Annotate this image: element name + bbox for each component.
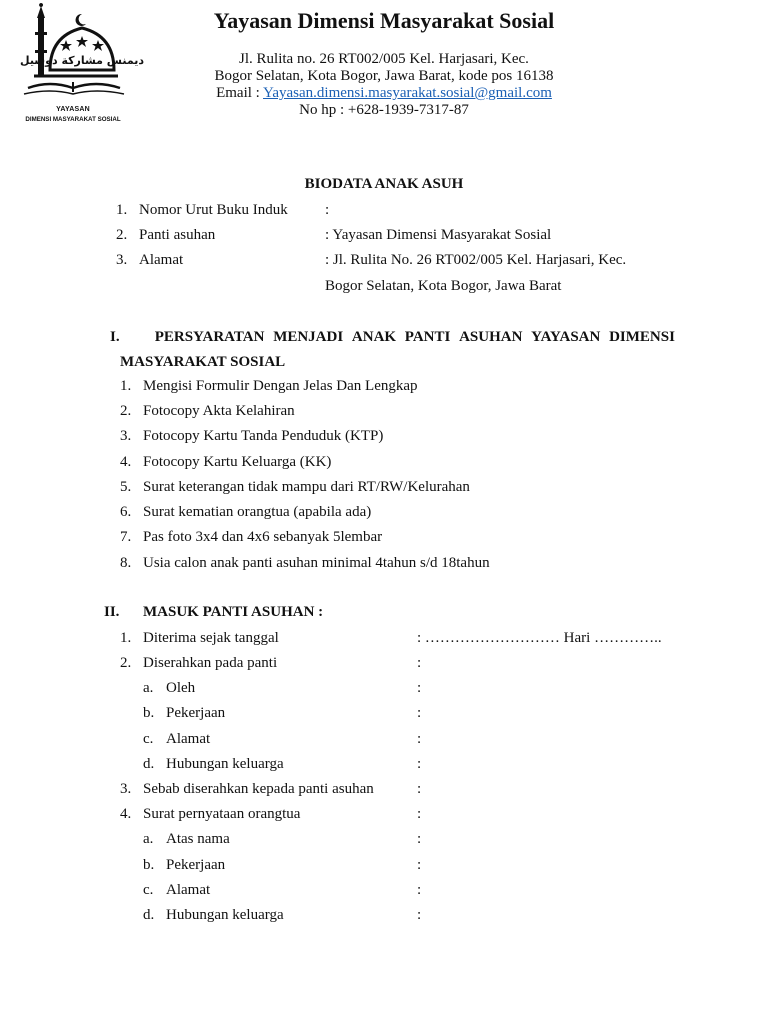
list-item-number: 6.: [120, 504, 132, 520]
form-subrow-letter: a.: [143, 680, 154, 696]
form-subrow-label: Oleh: [166, 680, 196, 696]
heading-word: PANTI: [404, 329, 451, 345]
form-subrow-letter: d.: [143, 907, 155, 923]
form-subrow-label: Pekerjaan: [166, 705, 226, 721]
email-link[interactable]: Yayasan.dimensi.masyarakat.sosial@gmail.com: [263, 85, 552, 101]
list-item-number: 5.: [120, 479, 132, 495]
form-row-value: : ……………………… Hari …………..: [417, 630, 662, 646]
field-value: : Yayasan Dimensi Masyarakat Sosial: [325, 227, 552, 243]
field-label: Nomor Urut Buku Induk: [139, 202, 288, 218]
section-2-numeral: II.: [104, 604, 120, 620]
form-row-value: :: [417, 831, 422, 847]
form-row-number: 2.: [120, 655, 132, 671]
list-item: Surat kematian orangtua (apabila ada): [143, 504, 372, 520]
field-number: 1.: [116, 202, 128, 218]
form-row-value: :: [417, 806, 422, 822]
form-subrow-letter: b.: [143, 705, 155, 721]
form-row-value: :: [417, 882, 422, 898]
field-number: 2.: [116, 227, 128, 243]
form-row-value: :: [417, 857, 422, 873]
list-item-number: 1.: [120, 378, 132, 394]
email-label: Email :: [216, 85, 264, 101]
list-item: Pas foto 3x4 dan 4x6 sebanyak 5lembar: [143, 529, 383, 545]
logo-caption-yayasan: YAYASAN: [56, 106, 90, 113]
field-value-continued: Bogor Selatan, Kota Bogor, Jawa Barat: [325, 278, 562, 294]
heading-word: DIMENSI: [609, 329, 675, 345]
email-line: [0, 85, 768, 102]
field-value: :: [325, 202, 330, 218]
list-item: Usia calon anak panti asuhan minimal 4tahun s/d 18tahun: [143, 555, 490, 571]
section-1-numeral: I.: [110, 329, 120, 345]
form-subrow-label: Pekerjaan: [166, 857, 226, 873]
form-row-label: Diterima sejak tanggal: [143, 630, 279, 646]
form-row-number: 1.: [120, 630, 132, 646]
form-row-value: :: [417, 756, 422, 772]
form-subrow-letter: d.: [143, 756, 155, 772]
heading-word: ANAK: [351, 329, 397, 345]
list-item-number: 3.: [120, 428, 132, 444]
heading-word: YAYASAN: [531, 329, 601, 345]
field-number: 3.: [116, 252, 128, 268]
heading-word: MENJADI: [273, 329, 344, 345]
form-row-value: :: [417, 781, 422, 797]
logo-arabic-text: ديمنس مشاركة دوسيل: [20, 54, 144, 67]
form-row-value: :: [417, 907, 422, 923]
organization-name: Yayasan Dimensi Masyarakat Sosial: [213, 8, 555, 33]
list-item-number: 7.: [120, 529, 132, 545]
form-row-label: Surat pernyataan orangtua: [143, 806, 301, 822]
form-subrow-label: Alamat: [166, 731, 211, 747]
field-value: : Jl. Rulita No. 26 RT002/005 Kel. Harjasari, Kec.: [325, 252, 627, 268]
list-item: Fotocopy Akta Kelahiran: [143, 403, 295, 419]
form-row-label: Diserahkan pada panti: [143, 655, 278, 671]
form-subrow-label: Atas nama: [166, 831, 230, 847]
phone-line: No hp : +628-1939-7317-87: [299, 102, 469, 118]
list-item: Fotocopy Kartu Tanda Penduduk (KTP): [143, 428, 384, 444]
form-subrow-label: Hubungan keluarga: [166, 907, 284, 923]
heading-word: ASUHAN: [459, 329, 523, 345]
section-1-heading: [110, 325, 675, 375]
field-label: Alamat: [139, 252, 184, 268]
list-item: Mengisi Formulir Dengan Jelas Dan Lengkap: [143, 378, 418, 394]
form-row-label: Sebab diserahkan kepada panti asuhan: [143, 781, 374, 797]
list-item: Fotocopy Kartu Keluarga (KK): [143, 454, 332, 470]
form-row-value: :: [417, 655, 422, 671]
section-2-heading: MASUK PANTI ASUHAN :: [143, 604, 324, 620]
list-item-number: 8.: [120, 555, 132, 571]
form-row-value: :: [417, 680, 422, 696]
form-row-number: 3.: [120, 781, 132, 797]
form-row-value: :: [417, 705, 422, 721]
form-subrow-label: Hubungan keluarga: [166, 756, 284, 772]
field-label: Panti asuhan: [139, 227, 216, 243]
form-subrow-letter: c.: [143, 731, 154, 747]
list-item-number: 4.: [120, 454, 132, 470]
form-subrow-letter: c.: [143, 882, 154, 898]
form-row-value: :: [417, 731, 422, 747]
form-subrow-label: Alamat: [166, 882, 211, 898]
address-line-1: Jl. Rulita no. 26 RT002/005 Kel. Harjasari, Kec.: [239, 51, 529, 67]
address-line-2: Bogor Selatan, Kota Bogor, Jawa Barat, kode pos 16138: [214, 68, 554, 84]
list-item: Surat keterangan tidak mampu dari RT/RW/Kelurahan: [143, 479, 470, 495]
heading-word: PERSYARATAN: [154, 329, 265, 345]
form-subrow-letter: a.: [143, 831, 154, 847]
list-item-number: 2.: [120, 403, 132, 419]
form-row-number: 4.: [120, 806, 132, 822]
form-subrow-letter: b.: [143, 857, 155, 873]
logo-caption-org: DIMENSI MASYARAKAT SOSIAL: [25, 116, 121, 123]
section-1-heading-continued: MASYARAKAT SOSIAL: [120, 354, 286, 370]
document-title: BIODATA ANAK ASUH: [304, 176, 464, 192]
